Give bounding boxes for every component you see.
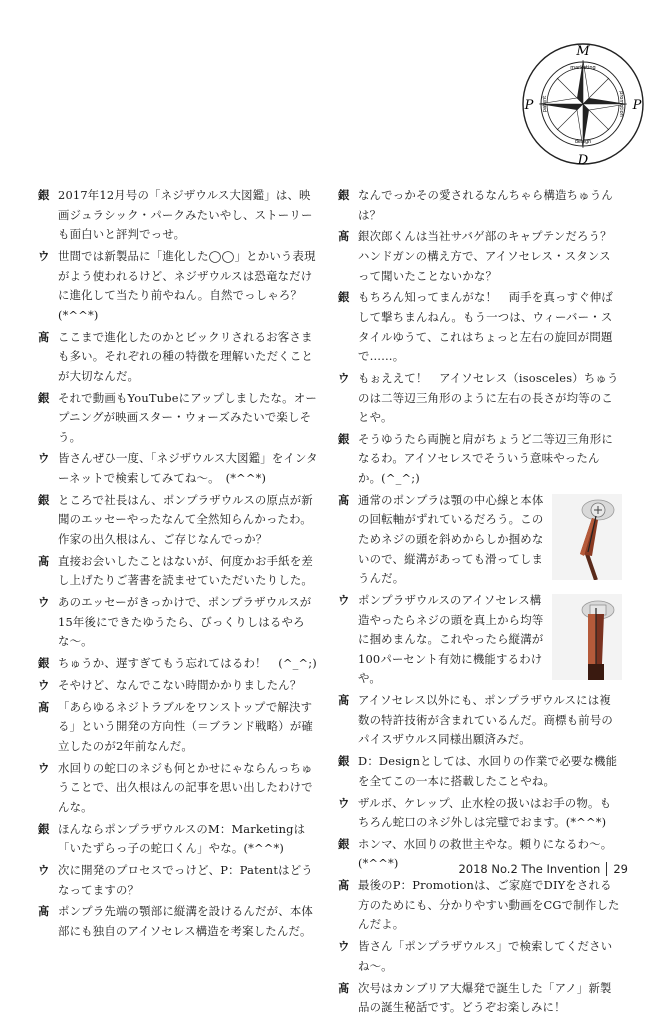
footer-divider: [606, 862, 607, 876]
dialogue-turn: [38, 759, 322, 818]
dialogue-text: アイソセレス以外にも、ポンプラザウルスには複数の特許技術が含まれているんだ。商標も前号のパイスザウルス同様出願済みだ。: [358, 693, 613, 747]
logo-word-left: patent: [542, 95, 548, 113]
dialogue-turn: [338, 794, 622, 833]
dialogue-text: もぉええて！ アイソセレス（isosceles）ちゅうのは二等辺三角形のように左右の長さが均等のことや。: [358, 370, 619, 425]
speaker-label: 髙: [338, 693, 350, 708]
dialogue-text: 直接お会いしたことはないが、何度かお手紙を差し上げたりご著書を読ませていただいたりした。: [58, 553, 313, 588]
logo-word-top: marketing: [570, 65, 596, 71]
speaker-label: 髙: [38, 329, 50, 344]
dialogue-turn: [338, 288, 622, 366]
logo-letter-right: P: [632, 98, 642, 113]
dialogue-text: 皆さん「ポンプラザウルス」で検索してくださいね〜。: [358, 939, 613, 973]
speaker-label: ウ: [38, 248, 50, 263]
speaker-label: 髙: [338, 878, 350, 893]
dialogue-text: 最後のP：Promotionは、ご家庭でDIYをされる方のためにも、分かりやすい動画をCGで制作したんだよ。: [358, 878, 620, 932]
speaker-label: 銀: [338, 754, 350, 769]
dialogue-turn: [38, 389, 322, 448]
dialogue-text: あのエッセーがきっかけで、ポンプラザウルスが15年後にできたゆうたら、びっくりしはるやろな〜。: [58, 595, 312, 649]
dialogue-turn: [338, 227, 622, 286]
dialogue-text: ポンプラザウルスのアイソセレス構造やったらネジの頭を真上から均等に掴めまんな。これやったら縦溝が100パーセント有効に機能するわけや。: [358, 593, 544, 686]
speaker-label: ウ: [38, 451, 50, 466]
speaker-label: 銀: [338, 836, 350, 851]
dialogue-text: 2017年12月号の「ネジザウルス大図鑑」は、映画ジュラシック・パークみたいやし、ストーリーも面白いと評判でっせ。: [58, 188, 313, 242]
speaker-label: ウ: [338, 939, 350, 954]
dialogue-text: なんでっかその愛されるなんちゃら構造ちゅうんは？: [358, 188, 613, 222]
dialogue-turn: [38, 328, 322, 387]
dialogue-text: そやけど、なんでこない時間かかりましたん？: [58, 677, 302, 692]
dialogue-text: 銀次郎くんは当社サバゲ部のキャプテンだろう？ハンドガンの構え方で、アイソセレス・スタンスって聞いたことないかな？: [358, 229, 612, 283]
speaker-label: 銀: [338, 431, 350, 446]
dialogue-text: 次に開発のプロセスでっけど、P：Patentはどうなってますの？: [58, 863, 313, 897]
speaker-label: 髙: [38, 553, 50, 568]
dialogue-text: 次号はカンブリア大爆発で誕生した「アノ」新製品の誕生秘話です。どうぞお楽しみに！: [358, 980, 612, 1015]
speaker-label: 銀: [38, 492, 50, 507]
dialogue-text: もちろん知ってまんがな！ 両手を真っすぐ伸ばして撃ちまんねん。もう一つは、ウィーバー・スタイルゆうて、これはちょっと左右の旋回が問題で……。: [358, 290, 613, 364]
dialogue-turn: [38, 247, 322, 325]
speaker-label: 銀: [38, 656, 50, 671]
dialogue-turn: [338, 752, 622, 791]
compass-rose-logo: [519, 40, 647, 168]
dialogue-text: ホンマ、水回りの救世主やな。頼りになるわ〜。(*^^*): [358, 836, 613, 871]
dialogue-turn: [38, 820, 322, 859]
speaker-label: 髙: [338, 492, 350, 507]
dialogue-turn: [338, 876, 622, 935]
dialogue-turn: [338, 691, 622, 750]
speaker-label: ウ: [38, 760, 50, 775]
dialogue-text: ポンプラ先端の顎部に縦溝を設けるんだが、本体部にも独自のアイソセレス構造を考案したんだ。: [58, 904, 313, 938]
speaker-label: 髙: [338, 980, 350, 995]
dialogue-turn: [38, 676, 322, 696]
dialogue-turn: [338, 937, 622, 976]
speaker-label: ウ: [38, 677, 50, 692]
dialogue-turn: [338, 186, 622, 225]
logo-word-bottom: design: [574, 139, 592, 145]
speaker-label: ウ: [38, 863, 50, 878]
speaker-label: ウ: [338, 370, 350, 385]
pliers-straight-photo: [552, 594, 622, 680]
speaker-label: ウ: [338, 593, 350, 607]
photo-turn-1: [338, 491, 622, 589]
dialogue-turn: [338, 430, 622, 489]
dialogue-turn: [338, 979, 622, 1018]
pliers-gripping-screw-icon: [552, 594, 622, 680]
dialogue-turn: [38, 186, 322, 245]
photo-turn-2: [338, 591, 622, 689]
dialogue-turn: [38, 861, 322, 900]
speaker-label: 銀: [38, 188, 50, 202]
speaker-label: 銀: [338, 188, 350, 202]
dialogue-turn: [38, 654, 322, 674]
pliers-gripping-screw-icon: [552, 494, 622, 580]
dialogue-turn: [338, 369, 622, 428]
dialogue-text: 皆さんぜひ一度、「ネジザウルス大図鑑」をインターネットで検索してみてね〜。 (*^^*): [58, 451, 318, 486]
dialogue-turn: [38, 491, 322, 550]
dialogue-text: それで動画もYouTubeにアップしましたな。オープニングが映画スター・ウォーズみたいで楽しそう。: [58, 390, 317, 444]
speaker-label: ウ: [38, 595, 50, 610]
speaker-label: 髙: [338, 229, 350, 244]
dialogue-text: そうゆうたら両腕と肩がちょうど二等辺三角形になるわ。アイソセレスでそういう意味やったんか。(^_^;): [358, 431, 613, 486]
compass-rose-icon: [519, 40, 647, 168]
page-number: 29: [613, 862, 628, 876]
right-column-bottom: [338, 691, 622, 1018]
left-column: [38, 186, 322, 944]
dialogue-turn: [38, 593, 322, 652]
right-column: [338, 186, 622, 1020]
dialogue-text: 水回りの蛇口のネジも何とかせにゃならんっちゅうことで、出久根はんの記事を思い出したわけでんな。: [58, 760, 313, 814]
issue-label: 2018 No.2 The Invention: [458, 862, 601, 876]
dialogue-turn: [38, 902, 322, 941]
logo-letter-top: M: [576, 44, 590, 59]
speaker-label: 銀: [38, 390, 50, 405]
dialogue-text: ここまで進化したのかとビックリされるお客さまも多い。それぞれの種の特徴を理解いただくことが大切なんだ。: [58, 329, 313, 383]
right-column-top: [338, 186, 622, 489]
dialogue-turn: [38, 449, 322, 488]
speaker-label: 銀: [338, 290, 350, 305]
speaker-label: 髙: [38, 904, 50, 919]
logo-letter-bottom: D: [577, 153, 589, 168]
dialogue-text: ほんならポンプラザウルスのM：Marketingは「いたずらっ子の蛇口くん」やな。(*^^*): [58, 821, 306, 856]
speaker-label: 髙: [38, 699, 50, 714]
dialogue-text: D：Designとしては、水回りの作業で必要な機能を全てこの一本に搭載したことやね。: [358, 754, 618, 788]
dialogue-text: 「あらゆるネジトラブルをワンストップで解決する」という開発の方向性（＝ブランド戦略）が確立したのが2年前なんだ。: [58, 699, 313, 753]
pliers-angled-photo: [552, 494, 622, 580]
dialogue-turn: [38, 698, 322, 757]
speaker-label: 銀: [38, 821, 50, 836]
dialogue-text: ザルボ、ケレップ、止水栓の扱いはお手の物。もちろん蛇口のネジ外しは完璧でおます。(*^^*): [358, 795, 612, 830]
logo-word-right: promotion: [618, 91, 624, 117]
dialogue-text: 世間では新製品に「進化した◯◯」とかいう表現がよう使われるけど、ネジザウルスは恐竜なだけに進化して当たり前やねん。自然でっしゃろ？ (*^^*): [58, 248, 316, 322]
page-footer: [458, 862, 628, 876]
speaker-label: ウ: [338, 795, 350, 810]
dialogue-text: 通常のポンプラは顎の中心線と本体の回転軸がずれているだろう。このためネジの頭を斜めからしか掴めないので、縦溝があっても滑ってしまうんだ。: [358, 492, 544, 586]
dialogue-text: ところで社長はん、ポンプラザウルスの原点が新聞のエッセーやったなんて全然知らんかったわ。作家の出久根はん、ご存じなんでっか？: [58, 492, 313, 547]
dialogue-turn: [38, 552, 322, 591]
dialogue-text: ちゅうか、遅すぎてもう忘れてはるわ！ (^_^;): [58, 656, 317, 671]
logo-letter-left: P: [524, 98, 534, 113]
